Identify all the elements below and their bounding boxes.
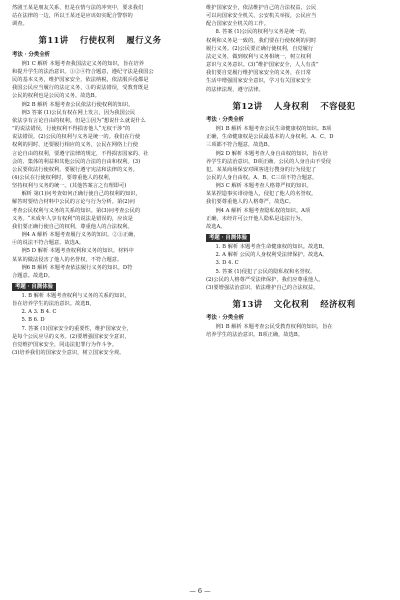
text-line: 例2 D 解析 本题考查人身自由权的知识，旨在培 [215,150,328,157]
text-line: 我们要自觉履行维护国家安全的义务，在日常 [206,70,311,77]
text-line: 解析 第(1)问考查如何正确行使自己的权利的知识， [21,191,141,198]
text-line: 坚持权利与义务的统一。(其他答案言之有理即可) [12,183,127,190]
text-line: ④的说法不符合题意。故选A。 [12,240,85,247]
text-line: 2. A 3. B 4. C [21,309,57,316]
text-line: 例4 A 解析 本题考查隐私权的知识。A项 [215,207,311,214]
section-number: 第11讲 [38,35,69,46]
text-line: 维护国家安全，依法维护自己的合法权益，公民 [206,5,317,11]
text-line: 解答时要结合材料中公民的言论与行为分析。第(2)问 [12,199,135,206]
section-number: 第13讲 [232,299,263,309]
text-line: 公民的人身自由权。A、B、C三项不符合题意。 [206,174,318,181]
text-line: 权利和义务是一致的，我们要在行使权利的同时 [206,37,317,44]
text-line: 8. 答案 (1)公民的权利与义务是统一的， [215,29,310,36]
section-name: 经济权利 [320,299,356,309]
text-line: 说法错误。(2)公民的权利与义务是统一的。我们在行使 [12,134,141,141]
text-line: 意识与义务意识。(3)“维护国家安全，人人有责” [206,62,319,69]
category-heading: 考法 · 分类全析 [206,315,244,322]
text-line: 养学生的法治意识。D项正确，公民的人身自由不受侵 [206,158,331,165]
text-line: 义务。“未成年人享有权利”的说法是错误的，应该是 [12,215,133,222]
category-heading: 考法 · 分类全析 [12,51,50,58]
section-name: 不容侵犯 [320,100,356,111]
text-line: 1. B 解析 本题考查生命健康权的知识。故选B。 [215,244,328,251]
text-line: 言论自由的权利，要遵守法律的规定，不得损害国家的、社 [12,150,149,157]
category-heading: 考法 · 分类全析 [206,116,244,123]
section-number: 第12讲 [232,100,263,111]
text-line: ”的说法错误，行使权利不得损害他人“无权干涉”的 [12,126,131,133]
drill-label: 考题 · 自测体验 [12,283,56,291]
section-title [12,36,188,44]
text-line: (2)公民的人格尊严受法律保护，我们应尊重他人。 [206,276,324,283]
text-line: 故选A。 [206,223,226,230]
text-line: 旨在培养学生的法治意识。故选B。 [12,301,95,308]
text-line: 7. 答案 (1)国家安全的重要性，维护国家安全， [21,325,132,332]
page-number: — 6 — [189,587,211,595]
text-line: 合题意。故选D。 [12,272,53,279]
text-line: 三项都不符合题意，故选B。 [206,142,273,149]
text-line: 5. 答案 (1)侵犯了公民的隐私权和名誉权。 [215,268,316,275]
text-line: 某某的做法侵害了他人的名誉权，不符合题意。 [12,256,123,263]
text-line: 生活中增强国家安全意识，学习有关国家安全 [206,78,311,85]
text-line: 的法律法规，遵守法律。 [206,86,264,93]
text-line: 自觉维护国家安全，同违法犯罪行为作斗争。 [12,341,117,348]
section-name: 履行义务 [126,35,162,46]
text-line: 公民的权利也是公民的义务。故选B。 [12,93,100,100]
text-line: 站在法律的一边，所以王某还是应该如实配合警察的 [12,13,133,20]
text-line: 例1 C 解析 本题考查我国法定义务的知识，旨在培养 [21,60,145,67]
text-line: 培养学生的法治意识。B项正确，故选B。 [206,332,303,339]
section-name: 文化权利 [273,299,309,309]
text-line: 配合国家安全机关的工作。 [206,21,269,28]
section-title [206,102,382,110]
text-line: 1. B 解析 本题考查权利与义务的关系的知识， [21,293,130,299]
text-line: 某某捏造事实诽谤他人，侵犯了他人的名誉权。 [206,191,317,198]
text-line: 法定义务，做到权利与义务相统一，树立权利 [206,53,311,60]
text-line: 可以向国家安全机关、公安机关举报，公民应当 [206,13,317,20]
text-line: (3)要增强法治意识，依法维护自己的合法权益。 [206,284,319,291]
text-line: 我国公民应当履行的法定义务，③的说法错误，受教育既是 [12,85,149,92]
left-column [12,4,188,357]
text-line: 会的、集体的利益和其他公民的合法的自由和权利。(3) [12,158,141,165]
right-column [206,4,382,340]
text-line: 和提升学生的法治意识。①②④符合题意，遵纪守法是我国公 [12,68,154,75]
text-line: 5. B 6. D [21,317,45,324]
text-line: (4)公民在行使权利时，要尊重他人的权利， [12,174,114,181]
text-line: 2. A 解析 公民的人身权利受法律保护。故选A。 [215,252,328,259]
text-line: 民的基本义务，维护国家安全，依法纳税，依法服兵役都是 [12,77,149,84]
text-line: 履行义务。(2)公民要正确行使权利，自觉履行 [206,45,314,52]
section-name: 人身权利 [273,100,309,111]
section-name: 行使权利 [79,35,115,46]
drill-label: 考题 · 自测体验 [206,234,250,242]
text-line: 犯。某某商场保安对顾客进行搜身的行为侵犯了 [206,166,317,173]
text-line: 我们要正确行使自己的权利，尊重他人的合法权利。 [12,223,133,230]
text-line: 正确，未经许可公开他人隐私是违法行为。 [206,215,306,222]
text-line: 公民要依法行使权利，要履行遵守宪法和法律的义务。 [12,166,138,173]
text-line: (3)培养我们的国家安全意识，树立国家安全观。 [12,350,125,357]
text-line: 例3 C 解析 本题考查人格尊严权的知识。 [215,183,312,190]
text-line: 例2 B 解析 本题考查公民依法行使权利的知识。 [21,101,134,108]
text-line: 是每个公民应尽的义务。(2)要增强国家安全意识， [12,333,130,340]
text-line: 考查公民权利与义务的关系的知识。第(3)问考查公民的 [12,207,141,214]
text-line: 例5 D 解析 本题考查权利和义务的知识。材料中 [21,248,134,255]
section-title [206,300,382,308]
text-line: 我们要尊重他人的人格尊严，故选C。 [206,199,295,206]
text-line: 例3 答案 (1)公民有权在网上发言，因为我国公民 [21,109,136,116]
text-line: 例1 B 解析 本题考查公民受教育权利的知识，旨在 [215,324,333,331]
text-line: 例4 A 解析 本题考查履行义务的知识。②③正确， [21,232,139,239]
text-line: 例1 B 解析 本题考查公民生命健康权的知识。B项 [215,126,332,133]
text-line: 权利的同时，还要履行相应的义务，公民在网络上行使 [12,142,138,149]
text-line: 正确，生命健康权是公民最基本的人身权利。A、C、D [206,134,334,141]
text-line: 调查。 [12,21,28,28]
text-line: 然剧王某是朋友关系，但是在情与法的冲突中，要求我们 [12,5,144,11]
text-line: 例6 B 解析 本题考查依法履行义务的知识。D符 [21,264,133,271]
text-line: 3. D 4. C [215,260,239,267]
text-line: 依法享有言论自由的权利。但是①因为“想说什么就说什么 [12,117,146,124]
